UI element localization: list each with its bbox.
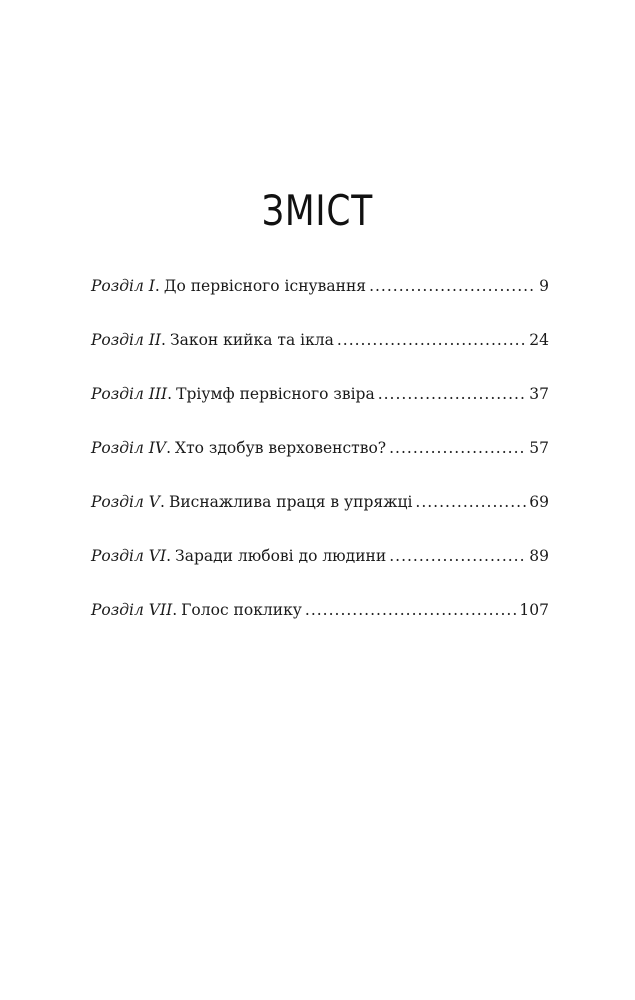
toc-dot-leader [389, 545, 526, 567]
toc-separator: . [167, 385, 173, 403]
toc-chapter-title: Хто здобув верховенство? [175, 439, 387, 457]
toc-dot-leader [389, 437, 526, 459]
toc-chapter-number: Розділ IV [91, 439, 167, 457]
toc-separator: . [161, 331, 166, 349]
toc-chapter-title: До первісного існування [163, 277, 367, 295]
table-of-contents [91, 275, 549, 653]
toc-separator: . [166, 439, 172, 457]
toc-separator: . [166, 547, 172, 565]
toc-entry-3[interactable] [91, 383, 549, 437]
toc-page-number: 107 [519, 601, 549, 619]
toc-page-number: 69 [529, 493, 549, 511]
page-title: ЗМІСТ [261, 186, 374, 236]
toc-page-number: 9 [539, 277, 549, 295]
toc-dot-leader [337, 329, 526, 351]
toc-page-number: 89 [529, 547, 549, 565]
toc-chapter-title: Заради любові до людини [175, 547, 387, 565]
toc-separator: . [160, 493, 165, 511]
toc-entry-6[interactable] [91, 545, 549, 599]
toc-page-number: 24 [529, 331, 549, 349]
toc-entry-5[interactable] [91, 491, 549, 545]
toc-dot-leader [305, 599, 517, 621]
toc-dot-leader [369, 275, 536, 297]
toc-chapter-number: Розділ VI [91, 547, 167, 565]
toc-page-number: 37 [529, 385, 549, 403]
toc-chapter-number: Розділ VII [91, 601, 173, 619]
toc-dot-leader [415, 491, 526, 513]
toc-chapter-number: Розділ II [91, 331, 162, 349]
toc-chapter-number: Розділ III [91, 385, 168, 403]
toc-entry-2[interactable] [91, 329, 549, 383]
toc-entry-7[interactable] [91, 599, 549, 653]
toc-separator: . [172, 601, 178, 619]
toc-dot-leader [378, 383, 527, 405]
toc-entry-4[interactable] [91, 437, 549, 491]
toc-separator: . [154, 277, 160, 295]
toc-chapter-number: Розділ I [91, 277, 155, 295]
toc-entry-1[interactable] [91, 275, 549, 329]
toc-chapter-title: Виснажлива праця в упряжці [168, 493, 413, 511]
toc-chapter-title: Голос поклику [181, 601, 302, 619]
toc-chapter-title: Закон кийка та ікла [169, 331, 334, 349]
toc-chapter-title: Тріумф первісного звіра [176, 385, 375, 403]
toc-page-number: 57 [529, 439, 549, 457]
toc-chapter-number: Розділ V [91, 493, 160, 511]
